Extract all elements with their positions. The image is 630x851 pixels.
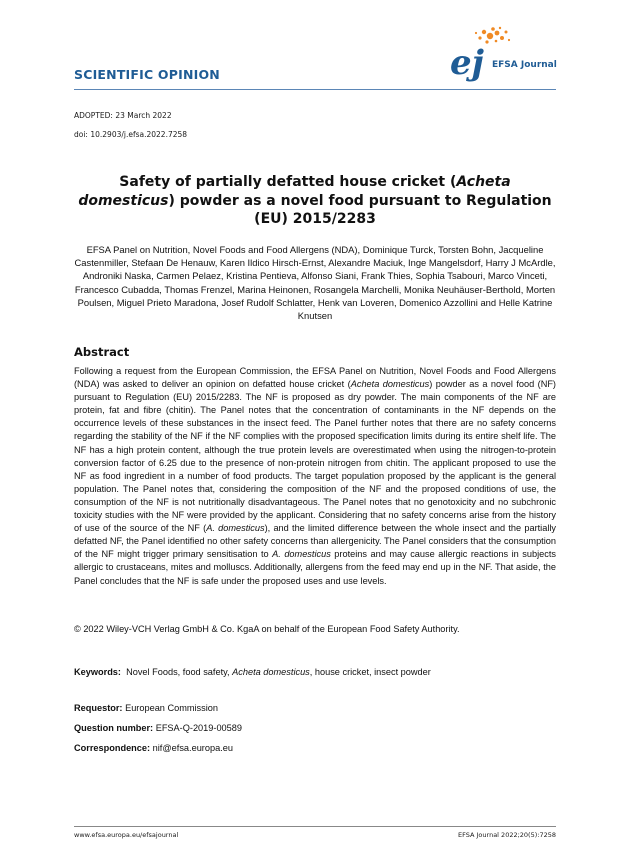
keywords: Keywords: Novel Foods, food safety, Acheta domesticus, house cricket, insect powder — [74, 667, 431, 677]
article-title: Safety of partially defatted house cricket (Acheta domesticus) powder as a novel food pursuant to Regulation (EU) 2015/2283 — [78, 174, 552, 227]
footer-divider — [74, 826, 556, 827]
author-list: EFSA Panel on Nutrition, Novel Foods and Food Allergens (NDA), Dominique Turck, Torsten Bohn, Jacqueline Castenmiller, Stefaan De Henauw, Karen Ildico Hirsch-Ernst, Alexandre Maciuk, Inge Mangelsdorf, Harry J McArdle, Androniki Naska, Carmen Pelaez, Kristina Pentieva, Alfonso Siani, Frank Thies, Sophia Tsabouri, Marco Vinceti, Francesco Cubadda, Thomas Frenzel, Marina Heinonen, Rosangela Marchelli, Monika Neuhäuser-Berthold, Morten Poulsen, Miguel Prieto Maradona, Josef Rudolf Schlatter, Henk van Loveren, Domenico Azzollini and Helle Katrine Knutsen — [74, 244, 556, 322]
question-number: Question number: EFSA-Q-2019-00589 — [74, 723, 242, 733]
doi[interactable]: doi: 10.2903/j.efsa.2022.7258 — [74, 130, 188, 139]
correspondence-email[interactable]: nif@efsa.europa.eu — [152, 743, 233, 753]
header-divider — [74, 89, 556, 90]
abstract-heading: Abstract — [74, 345, 130, 359]
efsa-journal-logo — [440, 26, 560, 86]
keywords-label: Keywords: — [74, 667, 121, 677]
footer-url[interactable]: www.efsa.europa.eu/efsajournal — [74, 831, 179, 839]
footer-citation: EFSA Journal 2022;20(5):7258 — [458, 831, 556, 839]
abstract-body: Following a request from the European Commission, the EFSA Panel on Nutrition, Novel Foods and Food Allergens (NDA) was asked to deliver an opinion on defatted house cricket (Acheta domesticus) powder as a novel food (NF) pursuant to Regulation (EU) 2015/2283. The NF is proposed as dry powder. The main components of the NF are protein, fat and fibre (chitin). The Panel notes that the concentration of contaminants in the NF depends on the occurrence levels of these substances in the insect feed. The Panel further notes that there are no safety concerns regarding the stability of the NF if the NF complies with the proposed specification limits during its entire shelf life. The NF has a high protein content, although the true protein levels are overestimated when using the nitrogen-to-protein conversion factor of 6.25 due to the presence of non-protein nitrogen from chitin. The applicant proposed to use the NF as food ingredient in a number of food products. The target population proposed by the applicant is the general population. The Panel notes that, considering the composition of the NF and the proposed conditions of use, the consumption of the NF is not nutritionally disadvantageous. The Panel notes that no genotoxicity and no subchronic toxicity studies with the NF were provided by the applicant. Considering that no safety concerns arise from the history of use of the source of the NF (A. domesticus), and the limited difference between the whole insect and the partially defatted NF, the Panel identified no other safety concerns than allergenicity. The Panel considers that the consumption of the NF might trigger primary sensitisation to A. domesticus proteins and may cause allergic reactions in subjects allergic to crustaceans, mites and molluscs. Additionally, allergens from the feed may end up in the NF. That aside, the Panel concludes that the NF is safe under the proposed uses and use levels. — [74, 366, 557, 586]
section-label: SCIENTIFIC OPINION — [74, 67, 220, 82]
logo-letters: ej — [450, 43, 484, 83]
copyright-notice: © 2022 Wiley-VCH Verlag GmbH & Co. KgaA on behalf of the European Food Safety Authority. — [74, 624, 460, 634]
correspondence: Correspondence: nif@efsa.europa.eu — [74, 743, 233, 753]
adopted-date: ADOPTED: 23 March 2022 — [74, 111, 172, 120]
requestor: Requestor: European Commission — [74, 703, 219, 713]
journal-name: EFSA Journal — [492, 60, 557, 70]
